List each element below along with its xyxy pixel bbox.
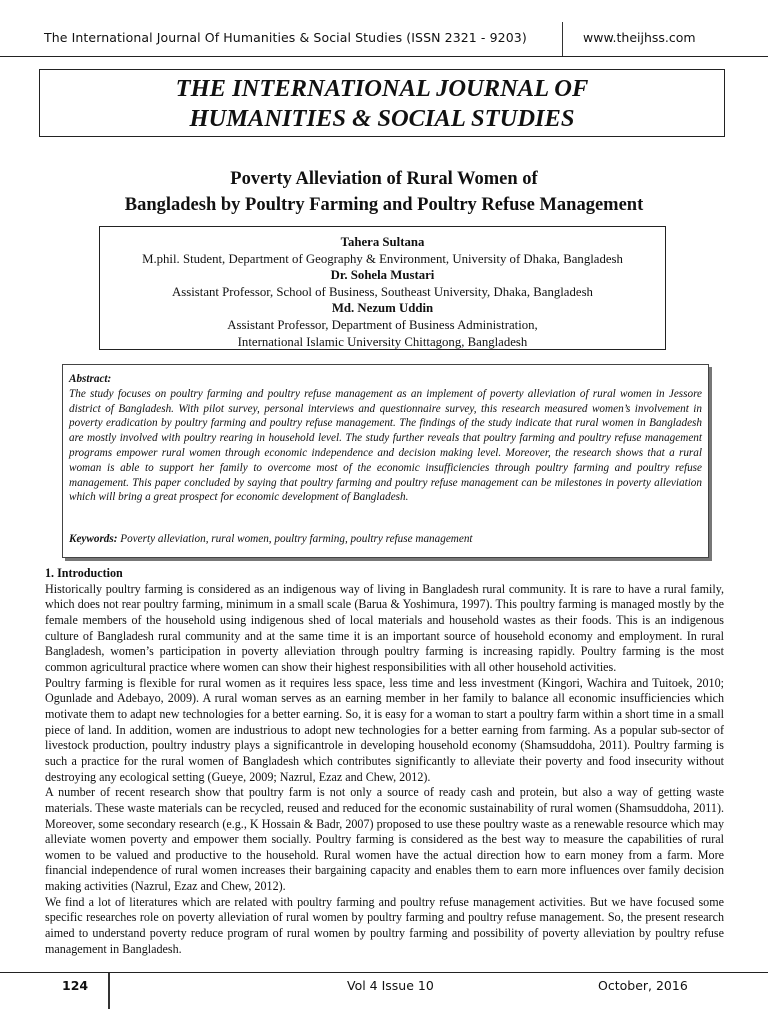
journal-title-line-1: THE INTERNATIONAL JOURNAL OF: [175, 75, 589, 102]
volume-issue: Vol 4 Issue 10: [347, 978, 434, 993]
abstract-box: [62, 364, 709, 558]
author-affiliation: Assistant Professor, School of Business, Southeast University, Dhaka, Bangladesh: [172, 284, 593, 299]
abstract-text: The study focuses on poultry farming and poultry refuse management as an implement of poverty alleviation of rural women in Jessore district of Bangladesh. With pilot survey, personal interviews and questionnaire survey, this research measured women’s involvement in poverty eradication by poultry farming and poultry refuse management. The findings of the study indicate that rural women in Bangladesh are mostly involved with poultry rearing in household level. The study further reveals that poultry farming and poultry refuse management programs empower rural women through economic independence and decision making level. Moreover, the research shows that a rural woman is able to support her family to overcome most of the economic insufficiencies through poultry farming and poultry refuse management. This paper concluded by saying that poultry farming and poultry refuse management can be milestones in poverty alleviation which will bring a great prospect for economic development of Bangladesh.: [69, 387, 702, 504]
paper-title: [0, 166, 768, 218]
authors-box: [99, 226, 666, 350]
header-journal-name: The International Journal Of Humanities & Social Studies (ISSN 2321 - 9203): [44, 30, 527, 45]
footer-divider: [108, 973, 110, 1009]
author-affiliation: International Islamic University Chittagong, Bangladesh: [237, 334, 528, 349]
issue-date: October, 2016: [598, 978, 688, 993]
body-paragraph: We find a lot of literatures which are related with poultry farming and poultry refuse management activities. But we have focused some specific researches role on poverty alleviation of rural women by poultry farming and poultry refuse management. So, the present research aimed to understand poverty reduce program of rural women by poultry farming and possibility of poverty alleviation by poultry refuse management in Bangladesh.: [45, 894, 724, 956]
keywords-text: Poverty alleviation, rural women, poultry farming, poultry refuse management: [117, 533, 473, 545]
author-affiliation: Assistant Professor, Department of Business Administration,: [227, 317, 538, 332]
header-divider: [562, 22, 563, 56]
body-paragraph: A number of recent research show that poultry farm is not only a source of ready cash and protein, but also a way of getting waste materials. These waste materials can be recycled, reused and reduced for the economic sustainability of rural women (Shamsuddoha, 2011). Moreover, some secondary research (e.g., K Hossain & Badr, 2007) proposed to use these poultry waste as a renewable resource which may alleviate women poverty and empower them socially. Poultry farming is considered as the best way to measure the capabilities of rural women to be valued and productive to the household. Rural women have the actual direction how to earn money from a farm. More financial independence of rural women increases their bargaining capacity and enables them to earn more influences over family decision making activities (Nazrul, Ezaz and Chew, 2012).: [45, 785, 724, 894]
running-footer: [0, 972, 768, 1025]
author-name: Md. Nezum Uddin: [331, 301, 434, 316]
running-header: [0, 0, 768, 57]
body-paragraph: Poultry farming is flexible for rural women as it requires less space, less time and less investment (Kingori, Wachira and Tuitoek, 2010; Ogunlade and Adebayo, 2009). A rural woman serves as an earning member in her family to balance all economic insufficiencies which motivate them to adapt new technologies for a better earning. So, it is easy for a woman to start a poultry farm within a short time in a small piece of land. In addition, women are industrious to adopt new technologies for a better earning from farming. As a popular sub-sector of livestock production, poultry industry plays a significantrole in developing household economy (Shamsuddoha, 2011). Poultry farming is such a practice for the rural women of Bangladesh which contributes significantly to alleviate their poverty and food insecurity without destroying any ecological setting (Gueye, 2009; Nazrul, Ezaz and Chew, 2012).: [45, 675, 724, 784]
keywords-label: Keywords:: [69, 533, 118, 545]
author-name: Tahera Sultana: [340, 235, 425, 249]
header-website: www.theijhss.com: [583, 30, 696, 45]
journal-title-line-2: HUMANITIES & SOCIAL STUDIES: [189, 105, 575, 132]
journal-title-box: [39, 69, 725, 137]
paper-title-line-2: Bangladesh by Poultry Farming and Poultry Refuse Management: [124, 195, 644, 215]
page-number: 124: [62, 978, 89, 993]
paper-title-line-1: Poverty Alleviation of Rural Women of: [230, 169, 538, 189]
abstract-label: Abstract:: [69, 373, 112, 385]
body-paragraph: Historically poultry farming is considered as an indigenous way of living in Bangladesh rural community. It is rare to have a rural family, which does not rear poultry farming, minimum in a small scale (Barua & Yoshimura, 1997). This poultry farming is managed mostly by the female members of the household using indigenous shed of local materials and household wastes as their foods. This is an indigenous culture of Bangladesh rural community and at the same time it is an important source of household economy and employment. In rural Bangladesh, women’s participation in poverty alleviation through poultry farming is increasing rapidly. Poultry farming is the most common agricultural practice where women can show their highest responsibilities with all other household activities.: [45, 581, 724, 674]
introduction-section: [45, 566, 724, 957]
author-affiliation: M.phil. Student, Department of Geography & Environment, University of Dhaka, Bangladesh: [142, 251, 623, 266]
author-name: Dr. Sohela Mustari: [330, 268, 435, 283]
keywords-line: [69, 532, 473, 547]
section-heading: 1. Introduction: [45, 566, 123, 580]
